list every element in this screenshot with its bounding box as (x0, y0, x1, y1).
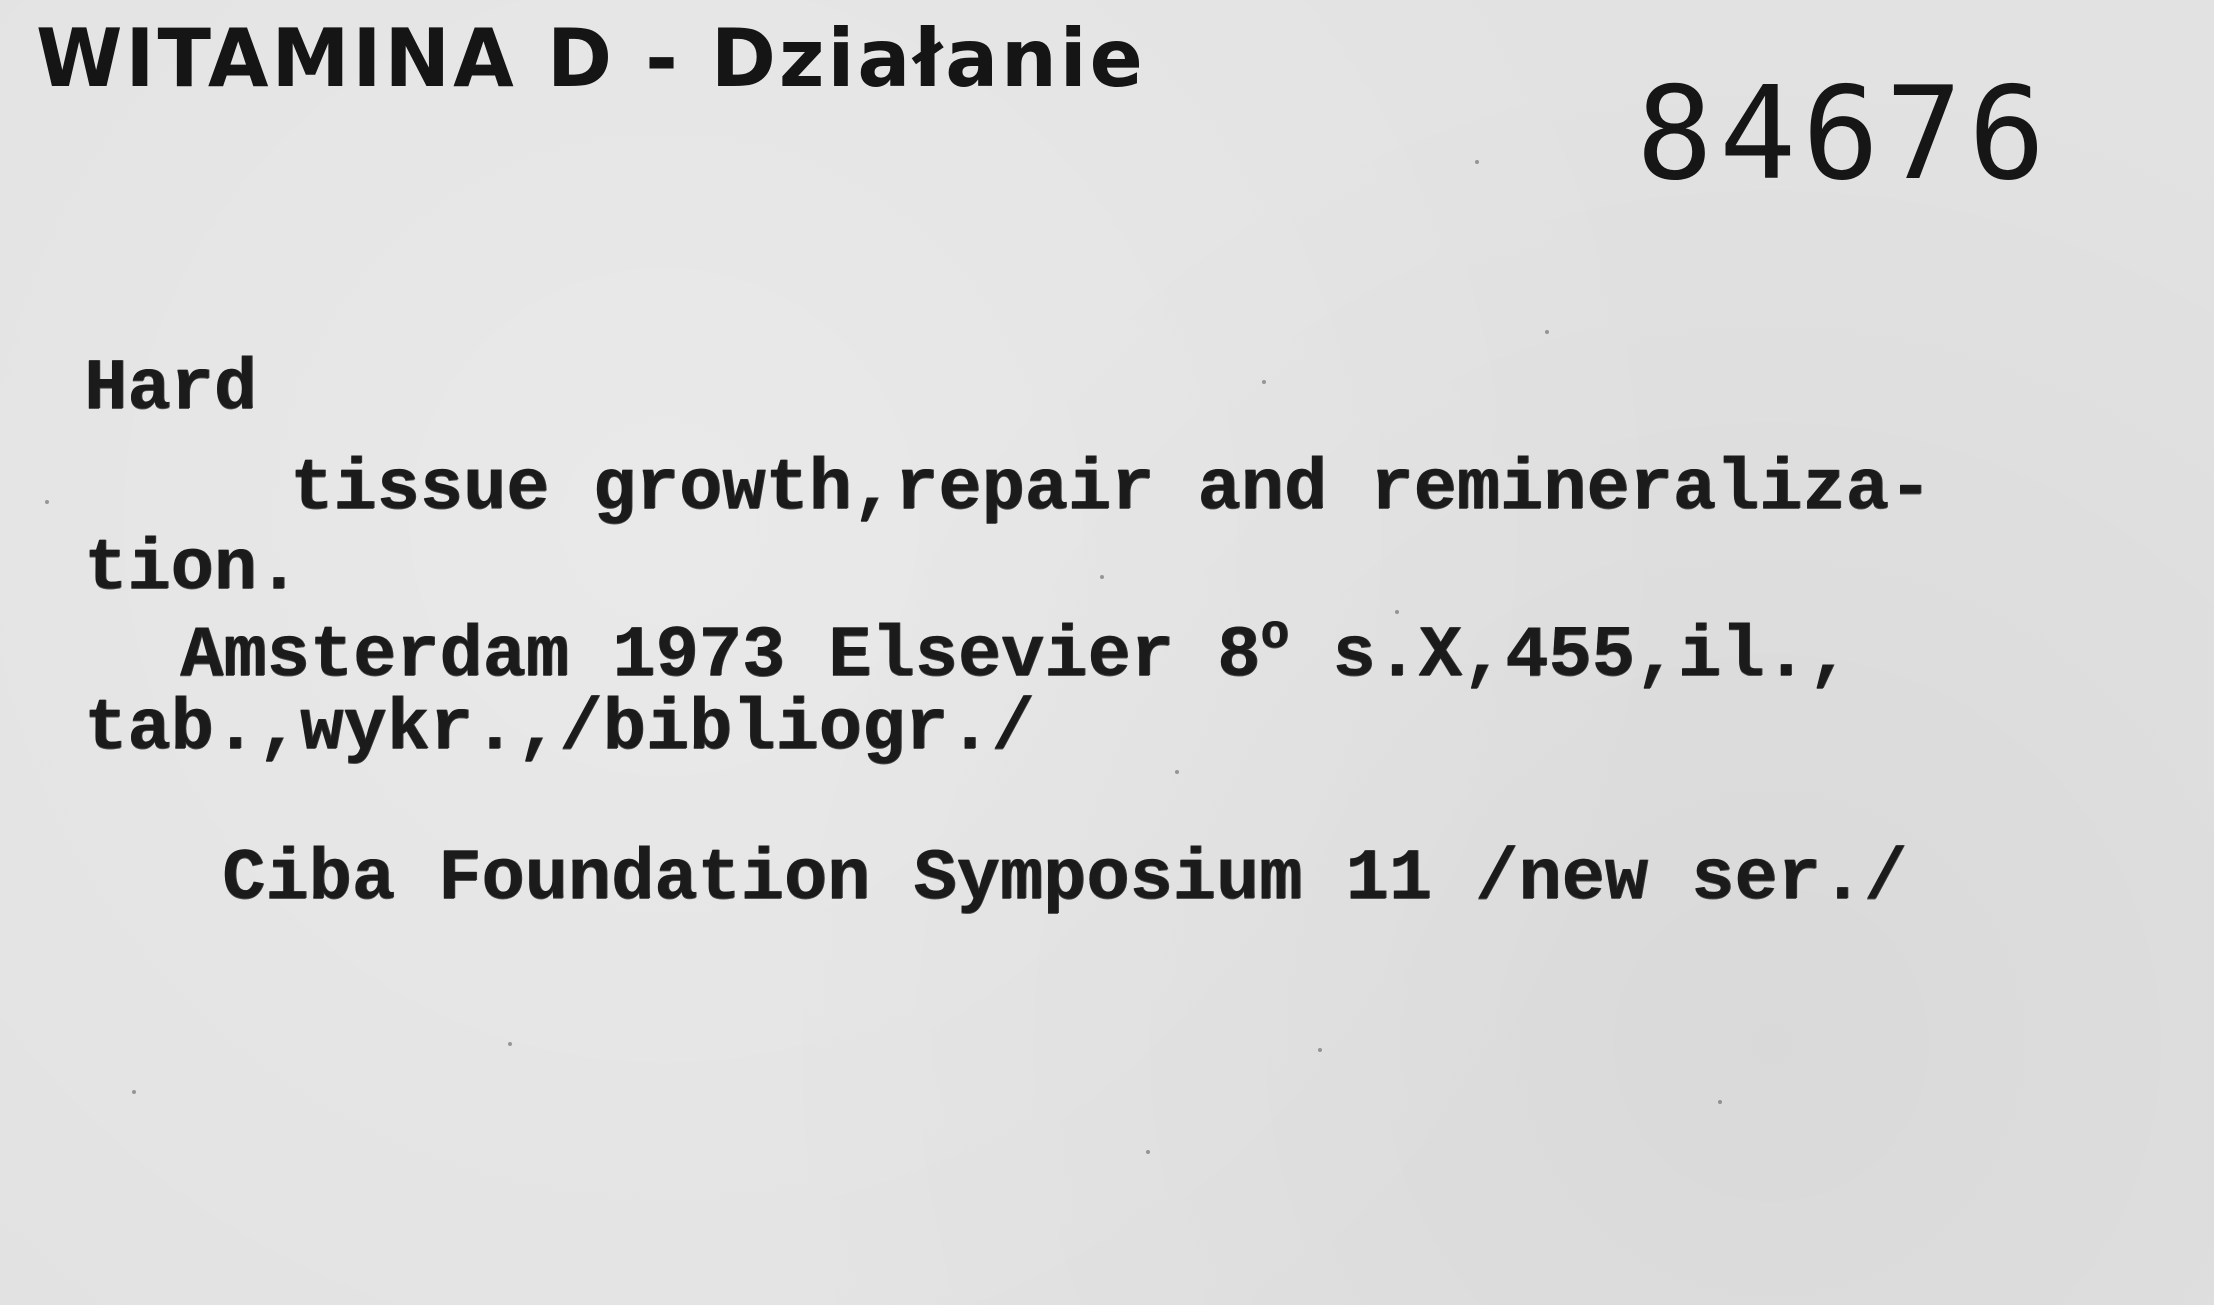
paper-speck (1475, 160, 1479, 164)
paper-speck (1262, 380, 1266, 384)
paper-speck (1395, 610, 1399, 614)
paper-speck (1175, 770, 1179, 774)
imprint-line-2: tab.,wykr.,/bibliogr./ (84, 688, 1035, 770)
imprint-place-year-publisher-format: Amsterdam 1973 Elsevier 8 (180, 615, 1261, 697)
paper-speck (45, 500, 49, 504)
paper-speck (1146, 1150, 1150, 1154)
paper-speck (1318, 1048, 1322, 1052)
imprint-line-1 (180, 608, 1851, 697)
title-line-1: Hard (84, 348, 257, 430)
series-statement: Ciba Foundation Symposium 11 /new ser./ (222, 838, 1908, 920)
paper-speck (1100, 575, 1104, 579)
paper-speck (1718, 1100, 1722, 1104)
imprint-pagination: s.X,455,il., (1289, 615, 1851, 697)
accession-number: 84676 (1636, 60, 2052, 209)
subject-heading: WITAMINA D - Działanie (36, 12, 1146, 105)
title-line-2: tissue growth,repair and remineraliza- (290, 448, 1932, 530)
paper-speck (508, 1042, 512, 1046)
title-line-3: tion. (84, 528, 301, 610)
format-degree-mark: o (1260, 608, 1289, 662)
paper-speck (1545, 330, 1549, 334)
paper-speck (132, 1090, 136, 1094)
